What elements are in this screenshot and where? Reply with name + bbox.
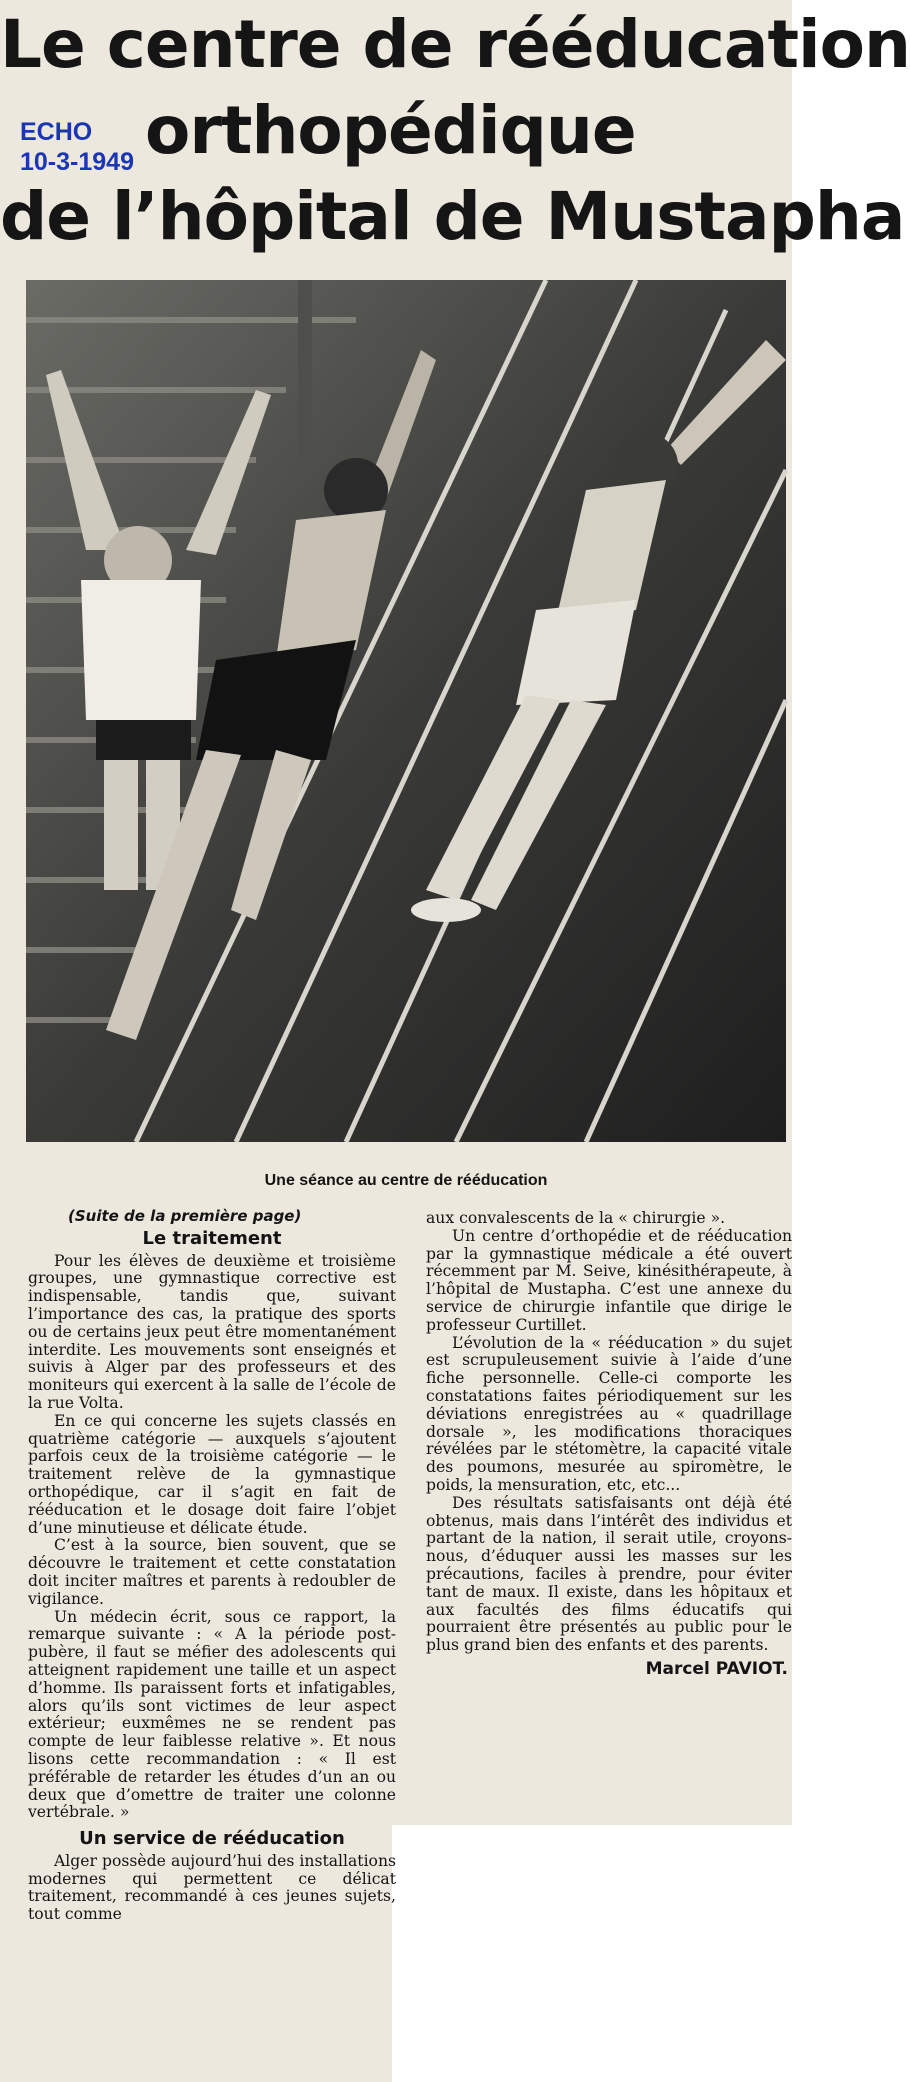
article-paragraph: Un centre d’orthopédie et de rééducation par la gymnastique médicale a été ouvert récemment par M. Seive, kinésithérapeute, à l’hôpital de Mustapha. C’est une annexe du service de chirurgie infantile que dirige le professeur Curtillet. xyxy=(426,1226,792,1334)
author-signature: Marcel PAVIOT. xyxy=(645,1658,788,1679)
gymnastics-photo-illustration xyxy=(26,280,786,1142)
section-heading-service: Un service de rééducation xyxy=(79,1828,345,1850)
gymnastics-photo xyxy=(26,280,786,1142)
article-paragraph-continued: aux convalescents de la « chirurgie ». xyxy=(426,1209,726,1227)
archive-source-stamp: ECHO xyxy=(20,118,93,146)
headline-line-3: de l’hôpital de Mustapha xyxy=(0,178,905,255)
headline-line-1: Le centre de rééducation xyxy=(0,6,910,83)
article-right-column xyxy=(426,1210,792,1679)
article-paragraph: Des résultats satisfaisants ont déjà été obtenus, mais dans l’intérêt des individus et partant de la nation, il serait utile, croyons-nous, d’éduquer aussi les masses sur les précautions, faciles à prendre, pour éviter tant de maux. Il existe, dans les hôpitaux et aux facultés des films éducatifs qui pourraient être présentés au public pour le plus grand bien des enfants et des parents. xyxy=(426,1493,792,1655)
section-heading-traitement: Le traitement xyxy=(142,1227,282,1249)
archive-date-stamp: 10-3-1949 xyxy=(20,148,134,176)
article-paragraph: En ce qui concerne les sujets classés en quatrième catégorie — auxquels s’ajoutent parfois ceux de la troisième catégorie — le traitement relève de la gymnastique orthopédique, car il s’agit en fait de rééducation et le dosage doit faire l’objet d’une minutieuse et délicate étude. xyxy=(28,1411,396,1537)
article-paragraph: L’évolution de la « rééducation » du sujet est scrupuleusement suivie à l’aide d’une fiche personnelle. Celle-ci comporte les constatations faites périodiquement sur les déviations enregistrées au « quadrillage dorsale », les modifications thoraciques révélées par le stétomètre, la capacité vitale des poumons, mesurée au spiromètre, le poids, la mensuration, etc, etc... xyxy=(426,1333,792,1494)
article-paragraph: Pour les élèves de deuxième et troisième groupes, une gymnastique corrective est indispensable, tandis que, suivant l’importance des cas, la pratique des sports ou de certains jeux peut être momentanément interdite. Les mouvements sont enseignés et suivis à Alger par des professeurs et des moniteurs qui exercent à la salle de l’école de la rue Volta. xyxy=(28,1251,396,1412)
article-paragraph: Alger possède aujourd’hui des installations modernes qui permettent ce délicat traitement, recommandé à ces jeunes sujets, tout comme xyxy=(28,1851,396,1924)
article-left-column xyxy=(28,1208,396,1924)
article-paragraph: C’est à la source, bien souvent, que se découvre le traitement et cette constatation doit inciter maîtres et parents à redoubler de vigilance. xyxy=(28,1536,396,1608)
continuation-note: (Suite de la première page) xyxy=(68,1207,302,1225)
article-paragraph: Un médecin écrit, sous ce rapport, la remarque suivante : « A la période post-pubère, il faut se méfier des adolescents qui atteignent rapidement une taille et un aspect d’homme. Ils paraissent forts et infatigables, alors qu’ils sont victimes de leur aspect extérieur; euxmêmes ne se rendent pas compte de leur faiblesse relative ». Et nous lisons cette recommandation : « Il est préférable de retarder les études d’un an ou deux que d’omettre de traiter une colonne vertébrale. » xyxy=(28,1607,396,1822)
photo-caption: Une séance au centre de rééducation xyxy=(264,1172,548,1189)
headline-line-2: orthopédique xyxy=(145,92,636,169)
